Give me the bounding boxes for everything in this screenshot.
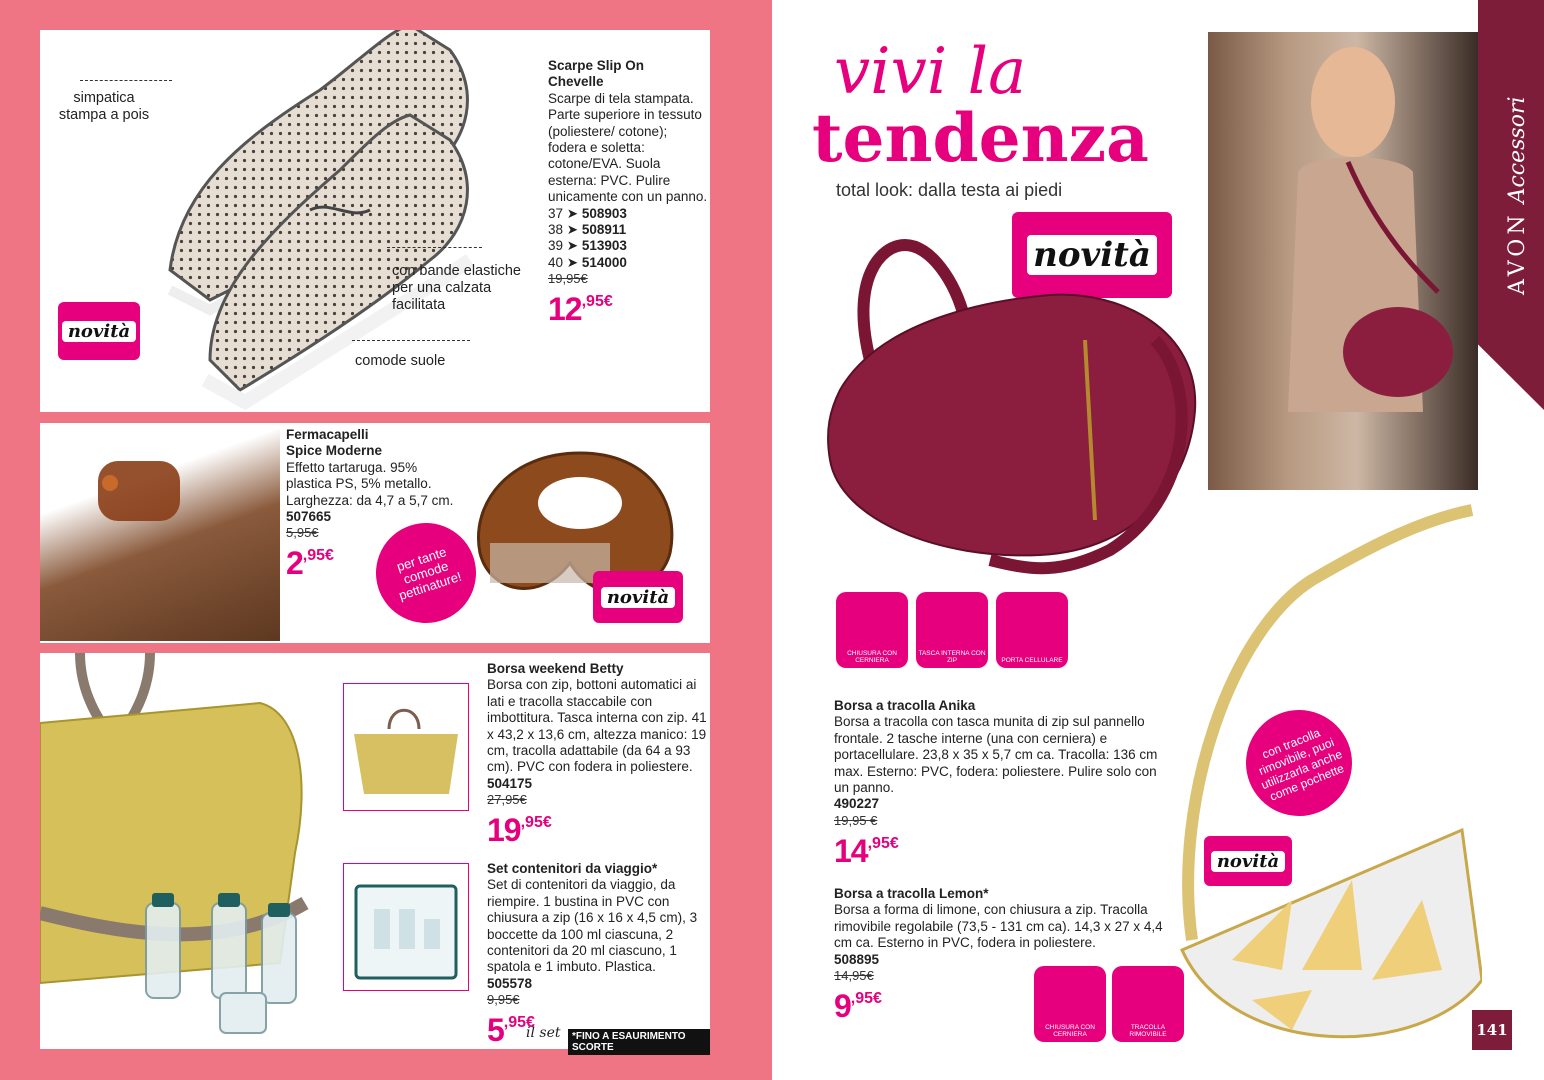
weekend-old-price: 27,95€ bbox=[487, 792, 527, 808]
size-row: 40 ➤ 514000 bbox=[548, 254, 627, 270]
anika-icons bbox=[836, 592, 1068, 668]
size-row: 39 ➤ 513903 bbox=[548, 238, 627, 254]
hairclip-code: 507665 bbox=[286, 509, 332, 525]
novita-badge: novità bbox=[593, 571, 683, 623]
strap-icon: TRACOLLA RIMOVIBILE bbox=[1112, 966, 1184, 1042]
hairclip-title: Fermacapelli Spice Moderne bbox=[286, 427, 383, 459]
weekend-price: $19^{,95€}$ bbox=[487, 812, 552, 849]
weekend-panel bbox=[40, 653, 710, 1053]
elastic-callout: con bande elastiche per una calzata facilitata bbox=[392, 263, 521, 313]
lemon-old-price: 14,95€ bbox=[834, 968, 874, 984]
headline-line2: tendenza bbox=[812, 99, 1149, 177]
anika-text bbox=[834, 698, 1164, 867]
anika-old-price: 19,95 € bbox=[834, 812, 878, 828]
weekend-bag-image bbox=[40, 653, 310, 1047]
travel-price: $5^{,95€}$ bbox=[487, 1012, 535, 1049]
novita-badge: novità bbox=[1204, 836, 1292, 886]
travel-price-note: il set bbox=[526, 1025, 561, 1041]
bag-pocket-icon: TASCA INTERNA CON ZIP bbox=[916, 592, 988, 668]
phone-pocket-icon: PORTA CELLULARE bbox=[996, 592, 1068, 668]
headline-line1: vivi la bbox=[834, 35, 1027, 109]
travel-text bbox=[487, 861, 709, 1049]
zipper-icon: CHIUSURA CON CERNIERA bbox=[836, 592, 908, 668]
hairclip-desc: Effetto tartaruga. 95% plastica PS, 5% metallo. Larghezza: da 4,7 a 5,7 cm. bbox=[286, 459, 454, 508]
anika-bag-image bbox=[820, 220, 1205, 580]
shoes-text bbox=[548, 58, 708, 328]
hairclip-bubble: per tante comode pettinature! bbox=[363, 510, 489, 636]
soles-callout: comode suole bbox=[355, 353, 446, 369]
polka-callout-line bbox=[80, 80, 172, 81]
sidebar-brand: AVON bbox=[1504, 211, 1530, 295]
shoes-old-price: 19,95€ bbox=[548, 271, 588, 287]
shoes-desc: Scarpe di tela stampata. Parte superiore in tessuto (poliestere/ cotone); fodera e soletta: cotone/EVA. Suola esterna: PVC. Pulire unicamente con un panno. bbox=[548, 90, 708, 205]
anika-desc: Borsa a tracolla con tasca munita di zip sul pannello frontale. 2 tasche interne (una con cerniera) e portacellulare. 23,8 x 35 x 5,7 cm ca. Tracolla: 136 cm max. Esterno: PVC, fodera: poliestere. Pulire solo con un panno. bbox=[834, 714, 1158, 796]
travel-set-thumb bbox=[343, 863, 469, 991]
shoes-panel bbox=[40, 30, 710, 412]
novita-badge: novità bbox=[1012, 212, 1172, 298]
lemon-desc: Borsa a forma di limone, con chiusura a zip. Tracolla rimovibile regolabile (73,5 - 131 cm ca). 14,3 x 27 x 4,4 cm ca. Esterno in PVC, fodera in poliestere. bbox=[834, 902, 1163, 951]
hairclip-price: $2^{,95€}$ bbox=[286, 545, 334, 582]
page-number: 141 bbox=[1472, 1010, 1512, 1050]
size-row: 38 ➤ 508911 bbox=[548, 222, 627, 238]
anika-title: Borsa a tracolla Anika bbox=[834, 698, 976, 713]
weekend-code: 504175 bbox=[487, 775, 533, 791]
travel-title: Set contenitori da viaggio* bbox=[487, 861, 658, 876]
elastic-callout-line bbox=[387, 247, 482, 248]
headline-sub: total look: dalla testa ai piedi bbox=[836, 180, 1063, 200]
shoes-size-list bbox=[548, 206, 708, 272]
hairclip-old-price: 5,95€ bbox=[286, 525, 319, 541]
lemon-bubble: con tracolla rimovibile, puoi utilizzarla anche come pochette bbox=[1230, 694, 1368, 832]
soles-callout-line bbox=[352, 340, 470, 341]
shoes-price: $12^{,95€}$ bbox=[548, 291, 613, 328]
travel-desc: Set di contenitori da viaggio, da riempire. 1 bustina in PVC con chiusura a zip (16 x 16 x 4,5 cm), 3 boccette da 100 ml ciascuna, 2 contenitori da 20 ml ciascuno, 1 spatola e 1 imbuto. Plastica. bbox=[487, 877, 698, 975]
weekend-bag-thumb bbox=[343, 683, 469, 811]
lemon-code: 508895 bbox=[834, 951, 880, 967]
right-page bbox=[772, 0, 1544, 1080]
lemon-title: Borsa a tracolla Lemon* bbox=[834, 886, 989, 901]
stock-note: *FINO A ESAURIMENTO SCORTE bbox=[568, 1029, 710, 1055]
zipper-icon: CHIUSURA CON CERNIERA bbox=[1034, 966, 1106, 1042]
anika-code: 490227 bbox=[834, 796, 880, 812]
novita-badge: novità bbox=[58, 302, 140, 360]
sidebar-label bbox=[1497, 96, 1537, 295]
anika-price: $14^{,95€}$ bbox=[834, 832, 899, 869]
weekend-text bbox=[487, 661, 709, 849]
travel-old-price: 9,95€ bbox=[487, 992, 520, 1008]
hairclip-panel bbox=[40, 423, 710, 643]
model-photo bbox=[1208, 32, 1478, 490]
sidebar-section: Accessori bbox=[1504, 96, 1530, 204]
shoes-title: Scarpe Slip On Chevelle bbox=[548, 58, 645, 90]
polka-callout: simpatica stampa a pois bbox=[58, 90, 150, 123]
hair-photo bbox=[40, 423, 280, 641]
weekend-title: Borsa weekend Betty bbox=[487, 661, 624, 676]
travel-code: 505578 bbox=[487, 975, 533, 991]
lemon-price: $9^{,95€}$ bbox=[834, 988, 882, 1025]
size-row: 37 ➤ 508903 bbox=[548, 205, 627, 221]
weekend-desc: Borsa con zip, bottoni automatici ai lati e tracolla staccabile con imbottitura. Tasca interna con zip. 41 x 43,2 x 13,6 cm, altezza manico: 19 cm, tracolla adattabile (da 64 a 93 cm). PVC con fodera in poliestere. bbox=[487, 677, 707, 775]
